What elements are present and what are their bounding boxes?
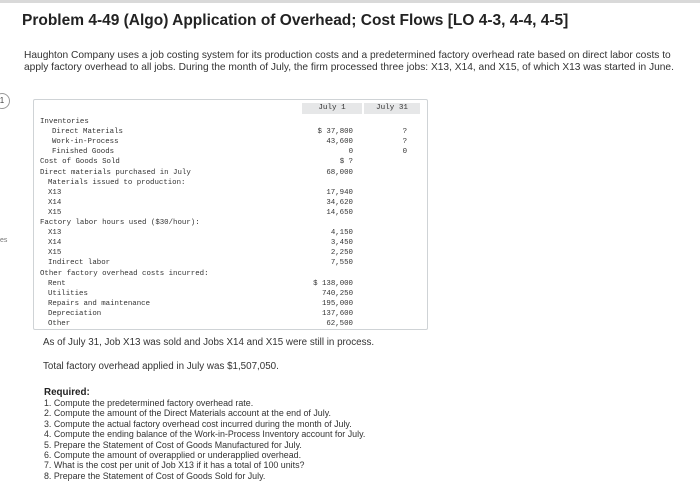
july-1-value: 2,250 (330, 249, 353, 258)
required-item: 6. Compute the amount of overapplied or underapplied overhead. (44, 450, 302, 461)
row-label: Rent (48, 279, 66, 288)
column-header-july-31: July 31 (364, 103, 420, 114)
row-label: X13 (48, 229, 62, 238)
table-row (34, 279, 427, 289)
table-row (34, 127, 427, 137)
july-1-value: 3,450 (330, 239, 353, 248)
table-row (34, 228, 427, 238)
row-label: X15 (48, 249, 62, 258)
july-1-value: 43,600 (326, 138, 353, 147)
row-label: Other (48, 320, 71, 328)
required-item: 3. Compute the actual factory overhead cost incurred during the month of July. (44, 418, 352, 429)
table-row (34, 147, 427, 157)
july-1-value: 14,650 (326, 208, 353, 217)
row-label: Cost of Goods Sold (40, 158, 120, 167)
row-label: Indirect labor (48, 259, 111, 268)
table-row (34, 269, 427, 279)
july-31-value: ? (402, 138, 407, 147)
table-row (34, 258, 427, 268)
table-row (34, 117, 427, 127)
july-31-value: ? (402, 128, 407, 137)
problem-title: Problem 4-49 (Algo) Application of Overhead; Cost Flows [LO 4-3, 4-4, 4-5] (22, 12, 569, 29)
table-row (34, 289, 427, 299)
july-1-value: 195,000 (321, 299, 353, 308)
table-row (34, 248, 427, 258)
row-label: Finished Goods (52, 148, 115, 157)
table-row (34, 198, 427, 208)
row-label: X15 (48, 208, 62, 217)
table-row (34, 218, 427, 228)
row-label: Depreciation (48, 309, 102, 318)
required-list (44, 398, 365, 481)
july-1-value: 62,500 (326, 320, 353, 328)
july-1-value: 137,600 (321, 309, 353, 318)
july-1-value: 17,940 (326, 188, 353, 197)
table-row (34, 208, 427, 218)
table-row (34, 238, 427, 248)
july-1-value: $ 37,800 (317, 128, 353, 137)
left-edge-tab[interactable]: 1 (0, 93, 10, 109)
row-label: Repairs and maintenance (48, 299, 151, 308)
row-label: Factory labor hours used ($30/hour): (40, 219, 200, 227)
july-1-value: 7,550 (330, 259, 353, 268)
july-1-value: 0 (348, 148, 353, 157)
table-row (34, 319, 427, 329)
row-label: Direct materials purchased in July (40, 168, 191, 177)
row-label: Utilities (48, 289, 88, 298)
table-row (34, 188, 427, 198)
row-label: Materials issued to production: (48, 178, 186, 187)
row-label: X14 (48, 239, 62, 248)
table-row (34, 309, 427, 319)
july-31-value: 0 (402, 148, 407, 157)
table-row (34, 168, 427, 178)
july-1-value: $ ? (339, 158, 353, 167)
july-1-value: 34,620 (326, 198, 353, 207)
row-label: Work-in-Process (52, 138, 119, 147)
required-item: 4. Compute the ending balance of the Work-in-Process Inventory account for July. (44, 429, 366, 440)
left-edge-label: es (0, 237, 8, 244)
top-border (0, 0, 700, 3)
table-row (34, 299, 427, 309)
status-line: As of July 31, Job X13 was sold and Jobs X14 and X15 were still in process. (43, 337, 375, 348)
required-item: 1. Compute the predetermined factory overhead rate. (44, 398, 254, 408)
problem-intro: Haughton Company uses a job costing system for its production costs and a predetermined factory overhead rate based on direct labor costs to apply factory overhead to all jobs. During the month of July, the firm processed three jobs: X13, X14, and X15, of which X13 was started in June. (24, 50, 674, 74)
july-1-value: 4,150 (330, 229, 353, 238)
row-label: Other factory overhead costs incurred: (40, 269, 209, 278)
row-label: Inventories (40, 118, 89, 126)
required-item: 2. Compute the amount of the Direct Materials account at the end of July. (44, 408, 331, 419)
required-heading: Required: (44, 387, 90, 398)
overhead-applied-line: Total factory overhead applied in July was $1,507,050. (43, 361, 279, 372)
table-row (34, 178, 427, 188)
table-row (34, 157, 427, 167)
july-1-value: $ 138,000 (313, 279, 353, 288)
july-1-value: 740,250 (321, 289, 353, 298)
row-label: X14 (48, 198, 62, 207)
required-item: 5. Prepare the Statement of Cost of Goods Manufactured for July. (44, 439, 302, 450)
table-row (34, 137, 427, 147)
column-header-july-1: July 1 (302, 103, 362, 114)
row-label: X13 (48, 188, 62, 197)
required-item: 8. Prepare the Statement of Cost of Goods Sold for July. (44, 470, 266, 481)
july-1-value: 68,000 (326, 168, 353, 177)
row-label: Direct Materials (52, 128, 123, 137)
cost-data-table (33, 99, 428, 330)
required-item: 7. What is the cost per unit of Job X13 if it has a total of 100 units? (44, 460, 305, 471)
